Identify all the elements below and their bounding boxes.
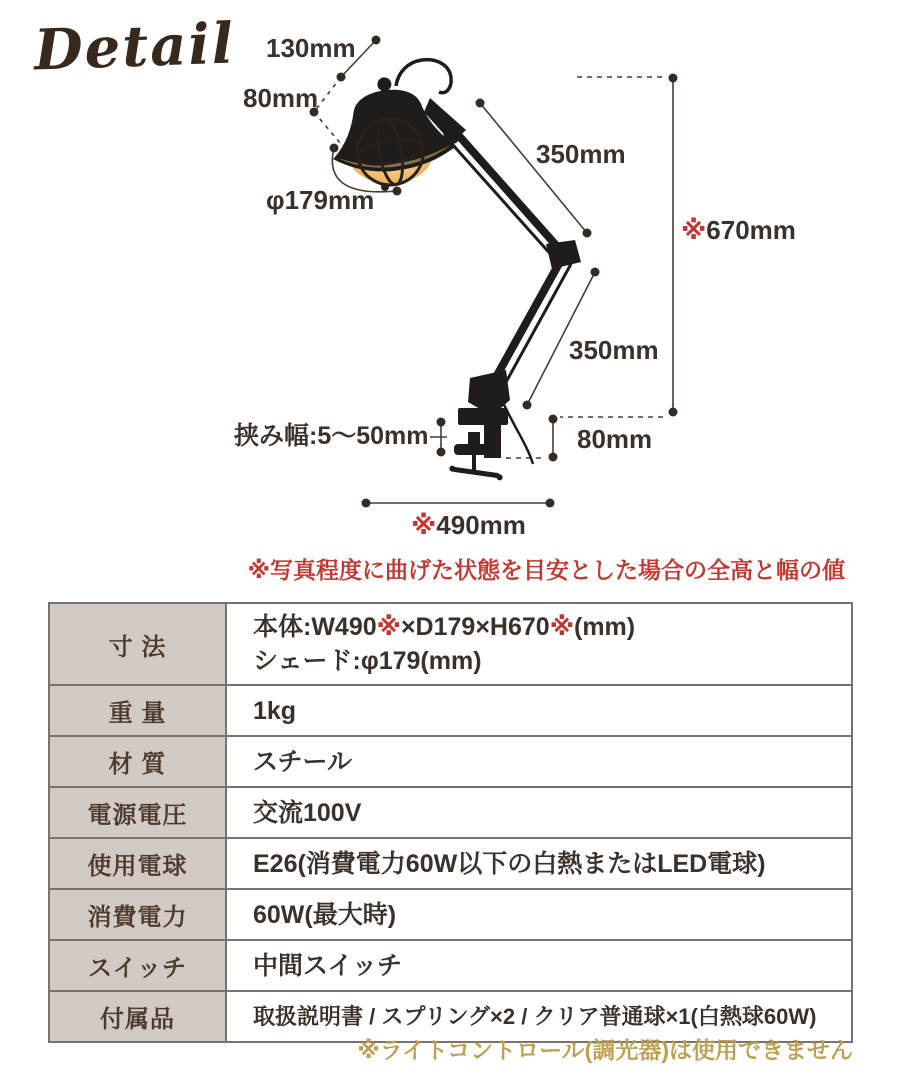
spec-row [50, 888, 851, 939]
spec-value: 1kg [253, 696, 297, 725]
dim-80mm-bottom-label: 80mm [577, 424, 653, 454]
spec-value: 60W(最大時) [253, 900, 397, 929]
spec-value: スチール [253, 747, 353, 776]
spec-row [50, 684, 851, 735]
page-title: Detail [32, 10, 236, 84]
spec-table [48, 602, 853, 1043]
spec-label: スイッチ [50, 941, 227, 990]
spec-value: 交流100V [253, 798, 362, 827]
dim-670mm-label: ※670mm [681, 215, 796, 245]
spec-label: 消費電力 [50, 890, 227, 939]
spec-label: 重 量 [50, 686, 227, 735]
asterisk-mark: ※ [681, 215, 707, 245]
dim-130mm-label: 130mm [266, 33, 356, 63]
spec-value: E26(消費電力60W以下の白熱またはLED電球) [253, 849, 766, 878]
spec-row [50, 735, 851, 786]
spec-row [50, 786, 851, 837]
spec-label: 付属品 [50, 992, 227, 1041]
dim-350mm-upper-label: 350mm [536, 139, 626, 169]
asterisk-mark: ※ [411, 510, 437, 540]
spec-row [50, 604, 851, 684]
spec-row [50, 837, 851, 888]
photo-reference-note: ※写真程度に曲げた状態を目安とした場合の全高と幅の値 [247, 557, 845, 583]
spec-label: 材 質 [50, 737, 227, 786]
spec-label: 寸 法 [50, 604, 227, 684]
dim-diameter-179mm-label: φ179mm [266, 185, 375, 215]
spec-row [50, 939, 851, 990]
spec-label: 電源電圧 [50, 788, 227, 837]
dim-350mm-lower-label: 350mm [569, 335, 659, 365]
spec-value: 本体:W490※×D179×H670※(mm) シェード:φ179(mm) [253, 613, 636, 675]
dim-clamp-width-label: 挟み幅:5〜50mm [234, 422, 429, 450]
lamp-drawing [324, 60, 581, 481]
dim-80mm-top-label: 80mm [243, 83, 319, 113]
dimmer-warning-note: ※ライトコントロール(調光器)は使用できません [357, 1037, 853, 1063]
dim-490mm-label: ※490mm [411, 510, 526, 540]
spec-label: 使用電球 [50, 839, 227, 888]
spec-value: 取扱説明書 / スプリング×2 / クリア普通球×1(白熱球60W) [253, 1003, 817, 1029]
spec-value: 中間スイッチ [253, 951, 403, 980]
